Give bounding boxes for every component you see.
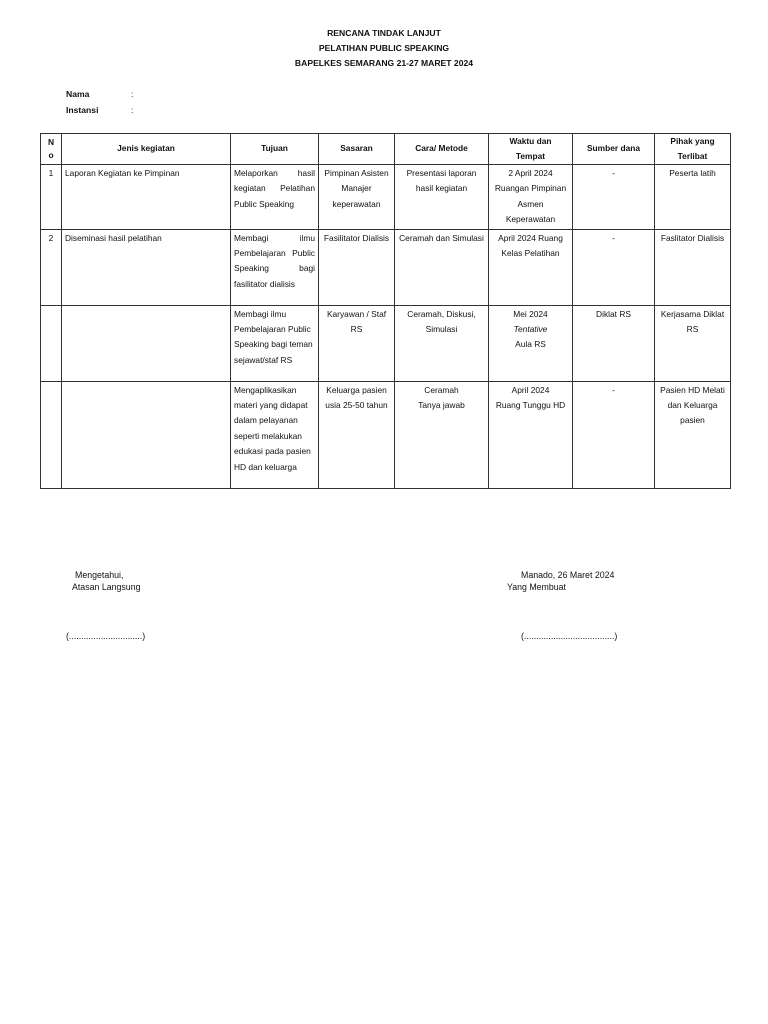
waktu-date: April 2024 — [511, 384, 550, 395]
table-header-row — [41, 134, 731, 165]
header-cara: Cara/ Metode — [395, 134, 489, 165]
waktu-place: Aula RS — [515, 339, 546, 350]
signature-left-role: Atasan Langsung — [72, 582, 141, 592]
waktu-tentative: Tentative — [513, 324, 548, 335]
instansi-label: Instansi — [66, 105, 99, 115]
cara-line: Ceramah — [424, 384, 459, 395]
table-row — [41, 229, 731, 305]
signature-right-role: Yang Membuat — [507, 582, 567, 592]
cell-tujuan: Membagi ilmu Pembelajaran Public Speaking bagi fasilitator dialisis — [231, 229, 319, 305]
cell-jenis: Diseminasi hasil pelatihan — [62, 229, 231, 305]
cell-waktu: 2 April 2024 Ruangan Pimpinan Asmen Keperawatan — [489, 165, 573, 230]
table-row — [41, 381, 731, 488]
header-no: N o — [41, 134, 62, 165]
cell-pihak: Kerjasama Diklat RS — [655, 305, 731, 381]
header-sumber: Sumber dana — [573, 134, 655, 165]
doc-subtitle-location: BAPELKES SEMARANG 21-27 MARET 2024 — [294, 58, 474, 68]
header-pihak: Pihak yang Terlibat — [655, 134, 731, 165]
cell-waktu: April 2024 Ruang Kelas Pelatihan — [489, 229, 573, 305]
header-waktu: Waktu dan Tempat — [489, 134, 573, 165]
cell-sasaran: Fasilitator Dialisis — [319, 229, 395, 305]
signature-left-blank: (..............................) — [66, 631, 146, 641]
header-sasaran: Sasaran — [319, 134, 395, 165]
cell-tujuan: Mengaplikasikan materi yang didapat dalam pelayanan seperti melakukan edukasi pada pasien HD dan keluarga — [231, 381, 319, 488]
cell-jenis: Laporan Kegiatan ke Pimpinan — [62, 165, 231, 230]
doc-title: RENCANA TINDAK LANJUT — [327, 28, 441, 38]
cell-cara: Ceramah dan Simulasi — [395, 229, 489, 305]
waktu-date: Mei 2024 — [513, 308, 548, 319]
cell-pihak: Peserta latih — [655, 165, 731, 230]
cell-sasaran: Karyawan / Staf RS — [319, 305, 395, 381]
table-row — [41, 305, 731, 381]
cell-cara: Presentasi laporan hasil kegiatan — [395, 165, 489, 230]
cell-waktu — [489, 305, 573, 381]
signature-left-heading: Mengetahui, — [75, 570, 124, 580]
signature-right-blank: (.....................................) — [521, 631, 618, 641]
cell-sumber: - — [573, 229, 655, 305]
nama-colon: : — [131, 89, 134, 99]
cell-jenis — [62, 305, 231, 381]
cell-pihak: Faslitator Dialisis — [655, 229, 731, 305]
instansi-colon: : — [131, 105, 134, 115]
cell-no: 1 — [41, 165, 62, 230]
table-row — [41, 165, 731, 230]
doc-subtitle: PELATIHAN PUBLIC SPEAKING — [318, 43, 450, 53]
cell-no: 2 — [41, 229, 62, 305]
header-tujuan: Tujuan — [231, 134, 319, 165]
cell-cara: Ceramah, Diskusi, Simulasi — [395, 305, 489, 381]
cell-no — [41, 305, 62, 381]
cell-sumber: - — [573, 165, 655, 230]
waktu-place: Ruang Tunggu HD — [495, 400, 566, 411]
signature-right-place-date: Manado, 26 Maret 2024 — [521, 570, 615, 580]
cell-waktu — [489, 381, 573, 488]
cell-tujuan: Melaporkan hasil kegiatan Pelatihan Public Speaking — [231, 165, 319, 230]
cell-pihak: Pasien HD Melati dan Keluarga pasien — [655, 381, 731, 488]
cell-no — [41, 381, 62, 488]
cell-sasaran: Keluarga pasien usia 25-50 tahun — [319, 381, 395, 488]
cell-tujuan: Membagi ilmu Pembelajaran Public Speaking bagi teman sejawat/staf RS — [231, 305, 319, 381]
cell-jenis — [62, 381, 231, 488]
nama-label: Nama — [66, 89, 90, 99]
action-plan-table — [40, 133, 731, 489]
cell-cara — [395, 381, 489, 488]
cell-sasaran: Pimpinan Asisten Manajer keperawatan — [319, 165, 395, 230]
cara-line: Tanya jawab — [418, 400, 465, 411]
header-jenis: Jenis kegiatan — [62, 134, 231, 165]
cell-sumber: - — [573, 381, 655, 488]
cell-sumber: Diklat RS — [573, 305, 655, 381]
